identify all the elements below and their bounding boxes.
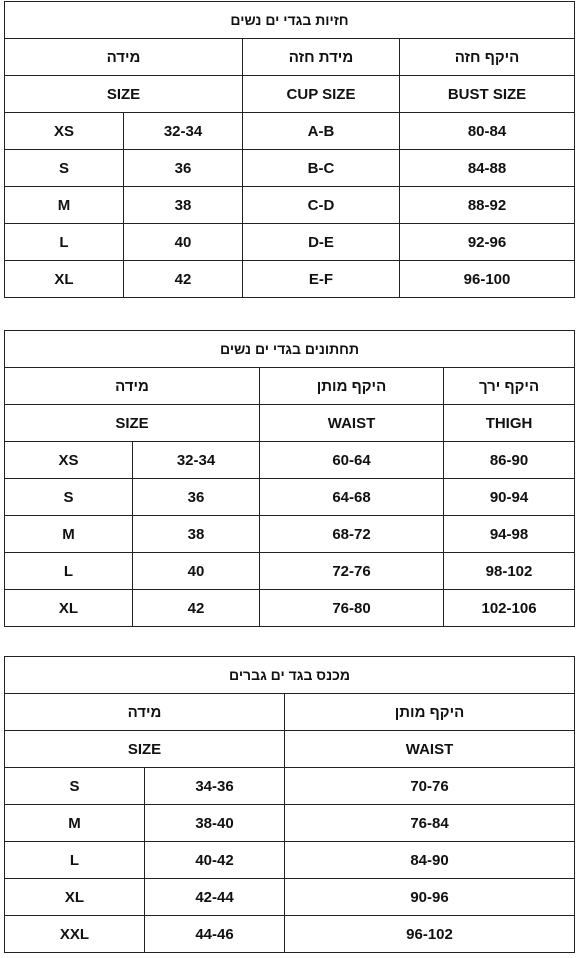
table-row: [5, 187, 575, 224]
table-row: [5, 442, 575, 479]
thigh-header-en: THIGH: [444, 405, 575, 442]
table-title: חזיות בגדי ים נשים: [5, 2, 575, 39]
size-header-he: מידה: [5, 368, 260, 405]
bust-size-cell: 88-92: [400, 187, 575, 224]
size-letter-cell: XL: [5, 261, 124, 298]
table-row: [5, 842, 575, 879]
table-title-row: [5, 657, 575, 694]
size-letter-cell: M: [5, 805, 145, 842]
waist-cell: 60-64: [260, 442, 444, 479]
table-row: [5, 805, 575, 842]
waist-cell: 96-102: [285, 916, 575, 953]
size-number-cell: 38: [133, 516, 260, 553]
size-letter-cell: XS: [5, 113, 124, 150]
thigh-cell: 90-94: [444, 479, 575, 516]
waist-cell: 76-84: [285, 805, 575, 842]
cup-size-cell: B-C: [243, 150, 400, 187]
english-header-row: [5, 405, 575, 442]
thigh-cell: 94-98: [444, 516, 575, 553]
size-number-cell: 32-34: [133, 442, 260, 479]
size-letter-cell: L: [5, 553, 133, 590]
cup-size-cell: C-D: [243, 187, 400, 224]
size-number-cell: 32-34: [124, 113, 243, 150]
cup-size-cell: A-B: [243, 113, 400, 150]
waist-cell: 90-96: [285, 879, 575, 916]
table-row: [5, 261, 575, 298]
bust-size-cell: 80-84: [400, 113, 575, 150]
table-row: [5, 768, 575, 805]
size-letter-cell: L: [5, 842, 145, 879]
size-number-cell: 40-42: [145, 842, 285, 879]
size-number-cell: 34-36: [145, 768, 285, 805]
bust-size-header-he: היקף חזה: [400, 39, 575, 76]
size-letter-cell: M: [5, 516, 133, 553]
thigh-cell: 98-102: [444, 553, 575, 590]
size-letter-cell: L: [5, 224, 124, 261]
table-row: [5, 113, 575, 150]
size-letter-cell: XL: [5, 590, 133, 627]
size-number-cell: 38: [124, 187, 243, 224]
waist-cell: 76-80: [260, 590, 444, 627]
table-row: [5, 916, 575, 953]
table-row: [5, 224, 575, 261]
table-row: [5, 590, 575, 627]
cup-size-header-he: מידת חזה: [243, 39, 400, 76]
waist-cell: 84-90: [285, 842, 575, 879]
english-header-row: [5, 731, 575, 768]
bust-size-cell: 96-100: [400, 261, 575, 298]
size-number-cell: 36: [133, 479, 260, 516]
table-title: תחתונים בגדי ים נשים: [5, 331, 575, 368]
waist-header-en: WAIST: [260, 405, 444, 442]
table-row: [5, 879, 575, 916]
bust-size-cell: 84-88: [400, 150, 575, 187]
hebrew-header-row: [5, 694, 575, 731]
english-header-row: [5, 76, 575, 113]
size-number-cell: 42: [133, 590, 260, 627]
table-row: [5, 516, 575, 553]
table-row: [5, 553, 575, 590]
thigh-cell: 102-106: [444, 590, 575, 627]
waist-cell: 70-76: [285, 768, 575, 805]
waist-header-he: היקף מותן: [285, 694, 575, 731]
table-title-row: [5, 2, 575, 39]
size-letter-cell: S: [5, 479, 133, 516]
size-letter-cell: XS: [5, 442, 133, 479]
waist-header-en: WAIST: [285, 731, 575, 768]
size-number-cell: 40: [133, 553, 260, 590]
womens-swim-bra-size-table: [4, 1, 575, 298]
hebrew-header-row: [5, 39, 575, 76]
thigh-header-he: היקף ירך: [444, 368, 575, 405]
waist-header-he: היקף מותן: [260, 368, 444, 405]
size-header-en: SIZE: [5, 76, 243, 113]
bust-size-cell: 92-96: [400, 224, 575, 261]
table-title: מכנס בגד ים גברים: [5, 657, 575, 694]
size-header-en: SIZE: [5, 405, 260, 442]
size-number-cell: 44-46: [145, 916, 285, 953]
size-letter-cell: S: [5, 768, 145, 805]
size-header-he: מידה: [5, 694, 285, 731]
bust-size-header-en: BUST SIZE: [400, 76, 575, 113]
size-header-he: מידה: [5, 39, 243, 76]
size-number-cell: 40: [124, 224, 243, 261]
table-title-row: [5, 331, 575, 368]
size-number-cell: 36: [124, 150, 243, 187]
waist-cell: 68-72: [260, 516, 444, 553]
waist-cell: 64-68: [260, 479, 444, 516]
size-number-cell: 42: [124, 261, 243, 298]
thigh-cell: 86-90: [444, 442, 575, 479]
cup-size-cell: E-F: [243, 261, 400, 298]
womens-swim-bottom-size-table: [4, 330, 575, 627]
size-number-cell: 42-44: [145, 879, 285, 916]
hebrew-header-row: [5, 368, 575, 405]
table-row: [5, 479, 575, 516]
mens-swim-shorts-size-table: [4, 656, 575, 953]
cup-size-header-en: CUP SIZE: [243, 76, 400, 113]
size-letter-cell: XL: [5, 879, 145, 916]
size-letter-cell: S: [5, 150, 124, 187]
table-row: [5, 150, 575, 187]
size-number-cell: 38-40: [145, 805, 285, 842]
size-letter-cell: XXL: [5, 916, 145, 953]
size-letter-cell: M: [5, 187, 124, 224]
cup-size-cell: D-E: [243, 224, 400, 261]
waist-cell: 72-76: [260, 553, 444, 590]
size-header-en: SIZE: [5, 731, 285, 768]
